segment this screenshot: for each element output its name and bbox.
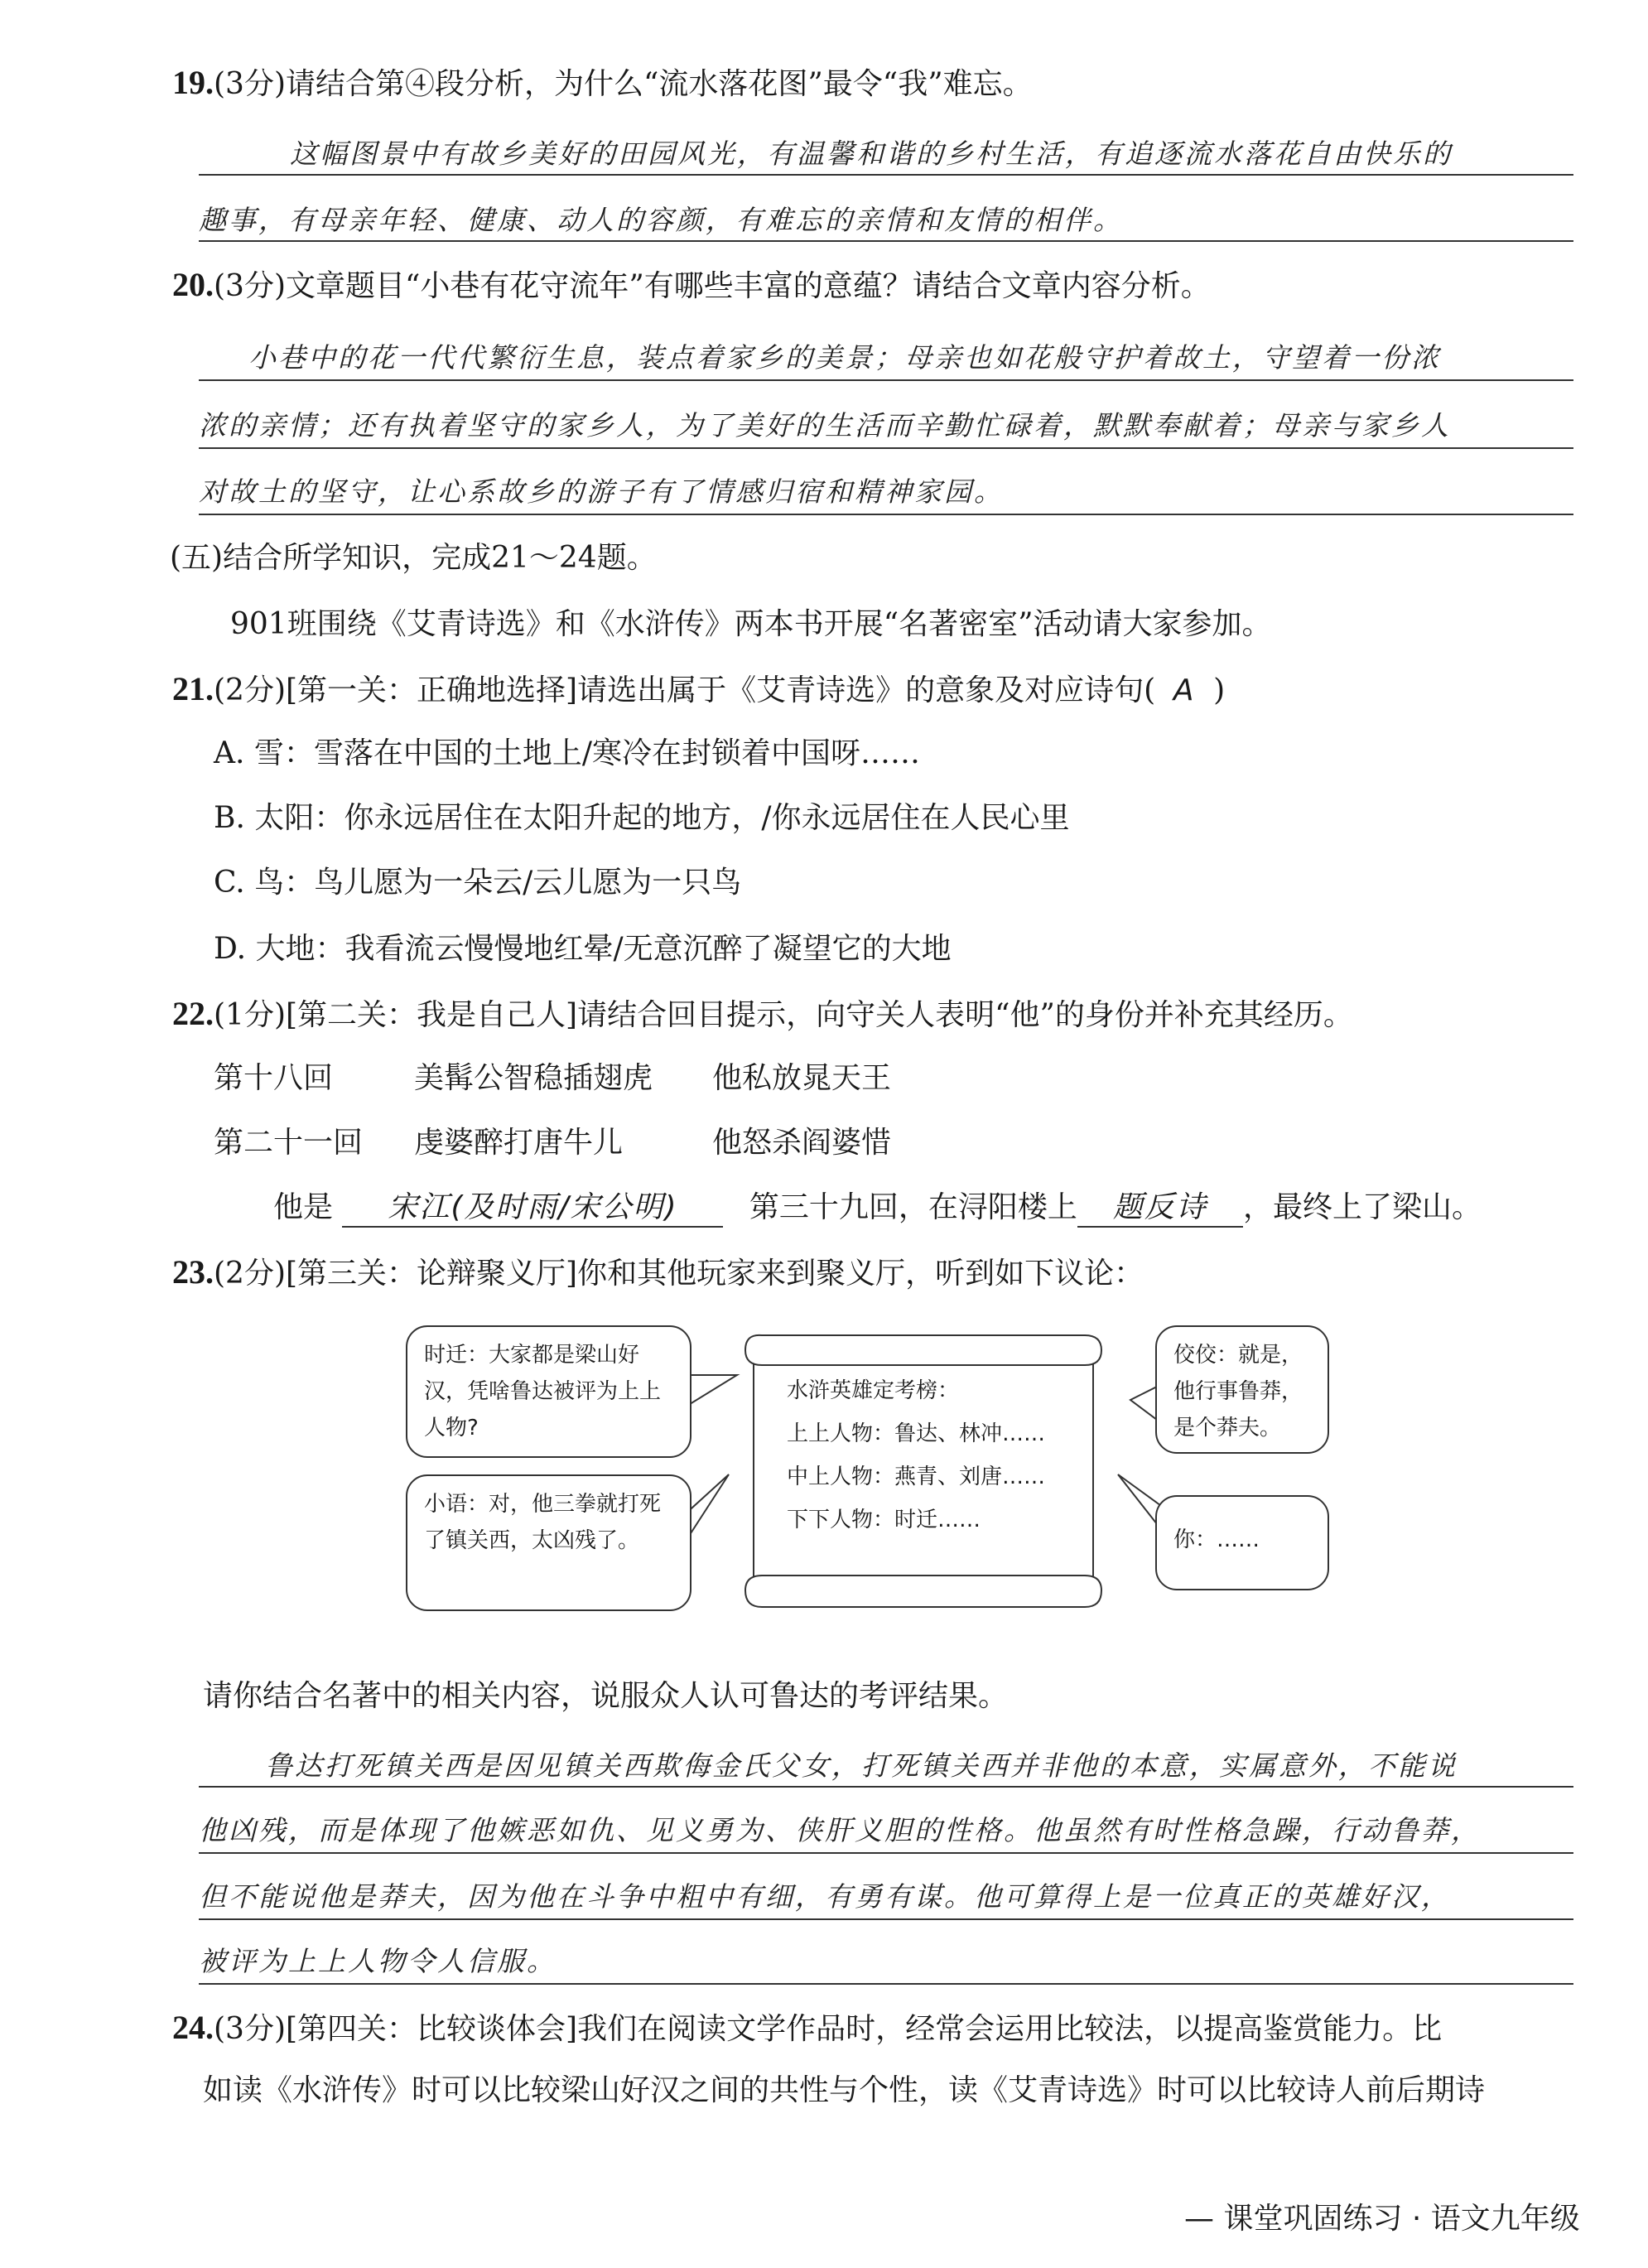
- q23-answer-line-4: 被评为上上人物令人信服。: [199, 1945, 557, 1977]
- q19-answer-line-1: 这幅图景中有故乡美好的田园风光，有温馨和谐的乡村生活，有追逐流水落花自由快乐的: [290, 138, 1453, 170]
- q20-answer-line-3: 对故土的坚守，让心系故乡的游子有了情感归宿和精神家园。: [199, 475, 1004, 508]
- q20-rule-3: [199, 514, 1573, 515]
- q22-fill-sentence: [273, 1189, 1482, 1228]
- section5-intro: 901班围绕《艾青诗选》和《水浒传》两本书开展“名著密室”活动请大家参加。: [230, 607, 1272, 641]
- q21-option-b: B. 太阳：你永远居住在太阳升起的地方，/你永远居住在人民心里: [214, 801, 1070, 835]
- q24-question-line-2: 如读《水浒传》时可以比较梁山好汉之间的共性与个性，读《艾青诗选》时可以比较诗人前后期诗: [203, 2073, 1486, 2107]
- q23-prompt: 请你结合名著中的相关内容，说服众人认可鲁达的考评结果。: [203, 1679, 1009, 1713]
- q23-answer-line-1: 鲁达打死镇关西是因见镇关西欺侮金氏父女，打死镇关西并非他的本意，实属意外，不能说: [265, 1749, 1458, 1782]
- bubble-shiqian: 时迁：大家都是梁山好汉，凭啥鲁达被评为上上人物?: [406, 1325, 691, 1458]
- q19-rule-1: [199, 174, 1573, 176]
- q19-answer-line-2: 趣事，有母亲年轻、健康、动人的容颜，有难忘的亲情和友情的相伴。: [199, 204, 1123, 236]
- q23-number: 23.: [172, 1253, 214, 1291]
- q22-fill-middle: 第三十九回，在浔阳楼上: [749, 1190, 1077, 1224]
- q22-question: [172, 996, 1353, 1034]
- q19-number: 19.: [172, 64, 214, 101]
- q20-rule-1: [199, 379, 1573, 381]
- q20-rule-2: [199, 447, 1573, 449]
- q23-text: (2分)[第三关：论辩聚义厅]你和其他玩家来到聚义厅，听到如下议论：: [214, 1257, 1144, 1291]
- q21-question: [172, 671, 1225, 709]
- q20-number: 20.: [172, 266, 214, 303]
- q22-number: 22.: [172, 995, 214, 1032]
- q23-question: [172, 1254, 1144, 1292]
- q22-row2-chapter: 第二十一回: [214, 1126, 364, 1160]
- q19-text: (3分)请结合第④段分析，为什么“流水落花图”最令“我”难忘。: [214, 67, 1033, 101]
- q20-answer-line-1: 小巷中的花一代代繁衍生息，装点着家乡的美景；母亲也如花般守护着故土，守望着一份浓: [248, 341, 1441, 374]
- scroll-bottom-curl: [745, 1576, 1101, 1607]
- q21-option-c: C. 鸟：鸟儿愿为一朵云/云儿愿为一只鸟: [214, 866, 742, 900]
- q21-text: (2分)[第一关：正确地选择]请选出属于《艾青诗选》的意象及对应诗句(: [214, 673, 1156, 707]
- section5-heading: (五)结合所学知识，完成21～24题。: [170, 541, 657, 575]
- q22-text: (1分)[第二关：我是自己人]请结合回目提示，向守关人表明“他”的身份并补充其经历。: [214, 998, 1353, 1032]
- bubble-jiaojiao: 佼佼：就是，他行事鲁莽，是个莽夫。: [1155, 1325, 1329, 1454]
- bubble-xiaoyu: 小语：对，他三拳就打死了镇关西，太凶残了。: [406, 1474, 691, 1611]
- q22-row1-chapter: 第十八回: [214, 1061, 334, 1095]
- q22-row2-right: 他怒杀阎婆惜: [712, 1126, 892, 1160]
- q22-row1-right: 他私放晁天王: [712, 1061, 892, 1095]
- q22-fill-answer-2: 题反诗: [1077, 1189, 1243, 1228]
- q23-answer-line-2: 他凶残，而是体现了他嫉恶如仇、见义勇为、侠肝义胆的性格。他虽然有时性格急躁，行动鲁莽，: [199, 1814, 1481, 1846]
- q24-number: 24.: [172, 2009, 214, 2046]
- q23-rule-3: [199, 1918, 1573, 1920]
- q21-number: 21.: [172, 670, 214, 707]
- q22-fill-answer-1: 宋江(及时雨/宋公明): [342, 1189, 723, 1228]
- scroll-title: 水浒英雄定考榜：: [787, 1378, 960, 1403]
- q21-option-d: D. 大地：我看流云慢慢地红晕/无意沉醉了凝望它的大地: [214, 932, 952, 966]
- q23-illustration: [398, 1317, 1342, 1624]
- q20-question: [172, 267, 1211, 305]
- q21-close-paren: ): [1213, 673, 1226, 707]
- q21-answer: A: [1173, 673, 1196, 707]
- q23-rule-1: [199, 1786, 1573, 1788]
- scroll-top-curl: [745, 1335, 1101, 1365]
- q19-rule-2: [199, 240, 1573, 242]
- q23-rule-4: [199, 1983, 1573, 1985]
- q24-text-1: (3分)[第四关：比较谈体会]我们在阅读文学作品时，经常会运用比较法，以提高鉴赏能力。比: [214, 2012, 1443, 2046]
- q20-answer-line-2: 浓的亲情；还有执着坚守的家乡人，为了美好的生活而辛勤忙碌着，默默奉献着；母亲与家乡人: [199, 409, 1451, 442]
- scroll-line-3: 下下人物：时迁……: [787, 1508, 981, 1532]
- q20-text: (3分)文章题目“小巷有花守流年”有哪些丰富的意蕴？请结合文章内容分析。: [214, 269, 1211, 303]
- q19-question: [172, 65, 1033, 103]
- q22-row1-left: 美髯公智稳插翅虎: [414, 1061, 653, 1095]
- q22-fill-prefix: 他是: [273, 1190, 334, 1224]
- scroll-line-2: 中上人物：燕青、刘唐……: [787, 1465, 1046, 1489]
- page-footer: — 课堂巩固练习 · 语文九年级: [1184, 2202, 1580, 2236]
- q22-row2-left: 虔婆醉打唐牛儿: [414, 1126, 624, 1160]
- q23-rule-2: [199, 1852, 1573, 1854]
- bubble-ni: 你：……: [1155, 1495, 1329, 1590]
- q23-answer-line-3: 但不能说他是莽夫，因为他在斗争中粗中有细，有勇有谋。他可算得上是一位真正的英雄好汉，: [199, 1880, 1451, 1913]
- q21-option-a: A. 雪：雪落在中国的土地上/寒冷在封锁着中国呀……: [214, 736, 921, 770]
- q22-fill-suffix: ，最终上了梁山。: [1242, 1190, 1482, 1224]
- scroll-line-1: 上上人物：鲁达、林冲……: [787, 1421, 1046, 1446]
- q24-question-line-1: [172, 2010, 1442, 2048]
